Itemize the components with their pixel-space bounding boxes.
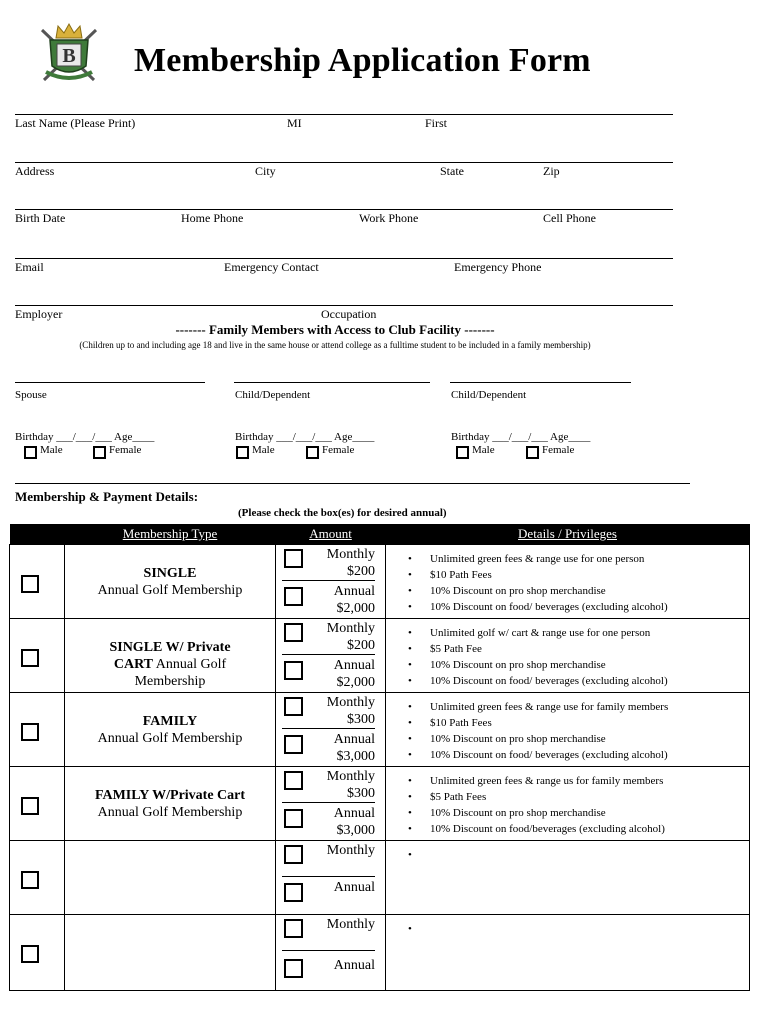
work-phone-label: Work Phone: [359, 211, 419, 225]
amount-cell: [276, 544, 386, 618]
membership-type-cell[interactable]: [65, 914, 276, 990]
form-title: Membership Application Form: [134, 42, 591, 79]
row-select-cell: [10, 544, 65, 618]
child2-birthday: Birthday ___/___/___ Age____: [451, 431, 591, 443]
privileges-list: [408, 699, 668, 763]
annual-label: Annual: [333, 805, 375, 821]
membership-type-desc: Annual Golf Membership: [97, 582, 243, 598]
annual-checkbox[interactable]: [284, 883, 303, 902]
select-custom-checkbox[interactable]: [21, 945, 39, 963]
address-line[interactable]: [15, 162, 673, 163]
mi-label: MI: [287, 116, 302, 130]
privileges-list: [408, 625, 668, 689]
annual-amount: $2,000: [336, 600, 375, 616]
name-line[interactable]: [15, 114, 673, 115]
employer-label: Employer: [15, 307, 63, 321]
annual-amount: $3,000: [336, 748, 375, 764]
child2-male-label: Male: [472, 444, 495, 456]
monthly-label: Monthly: [326, 694, 375, 710]
section-divider: [15, 483, 690, 484]
row-select-cell: [10, 618, 65, 692]
row-select-cell: [10, 692, 65, 766]
child2-female-label: Female: [542, 444, 575, 456]
membership-type-cell[interactable]: [65, 840, 276, 914]
annual-checkbox[interactable]: [284, 959, 303, 978]
membership-row-blank: [10, 840, 750, 914]
child2-male-checkbox[interactable]: [456, 446, 469, 459]
header-membership-type: Membership Type: [65, 524, 276, 544]
child1-male-checkbox[interactable]: [236, 446, 249, 459]
privilege-item: • Unlimited green fees & range use for one person: [408, 551, 668, 567]
membership-type-name: SINGLE: [143, 565, 197, 581]
annual-checkbox[interactable]: [284, 587, 303, 606]
privilege-item: • $10 Path Fees: [408, 715, 668, 731]
amount-separator: [282, 802, 375, 803]
membership-table-header: [10, 524, 750, 544]
zip-label: Zip: [543, 164, 560, 178]
amount-separator: [282, 950, 375, 951]
select-family-checkbox[interactable]: [21, 723, 39, 741]
membership-row-family-cart: [10, 766, 750, 840]
row-select-cell: [10, 840, 65, 914]
amount-separator: [282, 728, 375, 729]
monthly-amount: $300: [347, 711, 375, 727]
privilege-item: • $10 Path Fees: [408, 567, 668, 583]
spouse-female-checkbox[interactable]: [93, 446, 106, 459]
annual-label: Annual: [333, 583, 375, 599]
child2-line[interactable]: [450, 382, 631, 383]
membership-type-name: SINGLE W/ Private CART: [109, 639, 231, 672]
privilege-item: • 10% Discount on pro shop merchandise: [408, 805, 665, 821]
child1-male-label: Male: [252, 444, 275, 456]
privileges-list: [408, 773, 665, 837]
membership-type-name: FAMILY: [142, 713, 198, 729]
annual-checkbox[interactable]: [284, 661, 303, 680]
amount-cell: [276, 914, 386, 990]
monthly-label: Monthly: [326, 620, 375, 636]
child2-female-checkbox[interactable]: [526, 446, 539, 459]
membership-type-name: FAMILY W/Private Cart: [94, 787, 246, 803]
privilege-item: • 10% Discount on pro shop merchandise: [408, 583, 668, 599]
privileges-list: [408, 551, 668, 615]
state-label: State: [440, 164, 464, 178]
privilege-item: • 10% Discount on food/ beverages (excluding alcohol): [408, 673, 668, 689]
phone-line[interactable]: [15, 209, 673, 210]
privilege-item: • 10% Discount on pro shop merchandise: [408, 731, 668, 747]
annual-label: Annual: [333, 731, 375, 747]
emergency-contact-label: Emergency Contact: [224, 260, 319, 274]
details-cell: [386, 766, 750, 840]
membership-type-cell: [65, 692, 276, 766]
payment-section-title: Membership & Payment Details:: [15, 489, 199, 504]
monthly-checkbox[interactable]: [284, 697, 303, 716]
emergency-phone-label: Emergency Phone: [454, 260, 542, 274]
annual-label: Annual: [333, 657, 375, 673]
membership-row-single-cart: [10, 618, 750, 692]
birth-date-label: Birth Date: [15, 211, 66, 225]
annual-amount: $3,000: [336, 822, 375, 838]
child1-line[interactable]: [234, 382, 430, 383]
select-single-cart-checkbox[interactable]: [21, 649, 39, 667]
amount-cell: [276, 840, 386, 914]
child1-label: Child/Dependent: [235, 389, 311, 401]
privilege-item: • Unlimited golf w/ cart & range use for one person: [408, 625, 668, 641]
details-cell: [386, 544, 750, 618]
child1-female-checkbox[interactable]: [306, 446, 319, 459]
monthly-amount: $200: [347, 563, 375, 579]
child1-birthday: Birthday ___/___/___ Age____: [235, 431, 375, 443]
monthly-label: Monthly: [326, 768, 375, 784]
monthly-checkbox[interactable]: [284, 771, 303, 790]
header-spacer: [10, 524, 65, 544]
spouse-label: Spouse: [15, 389, 47, 401]
row-select-cell: [10, 766, 65, 840]
monthly-amount: $300: [347, 785, 375, 801]
cell-phone-label: Cell Phone: [543, 211, 596, 225]
monthly-label: Monthly: [326, 842, 375, 858]
amount-cell: [276, 618, 386, 692]
membership-type-cell: [65, 766, 276, 840]
privilege-item: • 10% Discount on food/beverages (excluding alcohol): [408, 821, 665, 837]
membership-type-cell: [65, 618, 276, 692]
email-line[interactable]: [15, 258, 673, 259]
membership-table: [9, 524, 750, 991]
payment-section-note: (Please check the box(es) for desired annual): [238, 507, 447, 519]
monthly-amount: $200: [347, 637, 375, 653]
amount-separator: [282, 580, 375, 581]
child2-label: Child/Dependent: [451, 389, 527, 401]
membership-row-blank: [10, 914, 750, 990]
spouse-line[interactable]: [15, 382, 205, 383]
monthly-checkbox[interactable]: [284, 845, 303, 864]
privilege-item: • 10% Discount on food/ beverages (excluding alcohol): [408, 599, 668, 615]
address-label: Address: [15, 164, 55, 178]
family-section-note: (Children up to and including age 18 and live in the same house or attend college as a fulltime student to be included in a family membership): [79, 340, 591, 350]
home-phone-label: Home Phone: [181, 211, 244, 225]
email-label: Email: [15, 260, 44, 274]
amount-separator: [282, 876, 375, 877]
spouse-birthday: Birthday ___/___/___ Age____: [15, 431, 155, 443]
membership-type-desc: Annual Golf Membership: [97, 804, 243, 820]
header-amount: Amount: [276, 524, 386, 544]
header-details: Details / Privileges: [386, 524, 750, 544]
details-cell[interactable]: [386, 914, 750, 990]
amount-separator: [282, 654, 375, 655]
monthly-label: Monthly: [326, 546, 375, 562]
annual-amount: $2,000: [336, 674, 375, 690]
membership-type-desc: Annual Golf Membership: [97, 730, 243, 746]
spouse-female-label: Female: [109, 444, 142, 456]
privilege-item: • 10% Discount on pro shop merchandise: [408, 657, 668, 673]
details-cell: [386, 692, 750, 766]
svg-text:B: B: [62, 45, 76, 67]
spouse-male-label: Male: [40, 444, 63, 456]
amount-cell: [276, 692, 386, 766]
family-section-title: ------- Family Members with Access to Club Facility -------: [175, 322, 495, 337]
annual-label: Annual: [333, 957, 375, 973]
amount-cell: [276, 766, 386, 840]
membership-type-desc: Annual Golf Membership: [134, 656, 227, 689]
monthly-checkbox[interactable]: [284, 549, 303, 568]
privilege-item: • 10% Discount on food/ beverages (excluding alcohol): [408, 747, 668, 763]
details-cell: [386, 618, 750, 692]
child1-female-label: Female: [322, 444, 355, 456]
row-select-cell: [10, 914, 65, 990]
privilege-item: • Unlimited green fees & range use for family members: [408, 699, 668, 715]
employer-line[interactable]: [15, 305, 673, 306]
select-custom-checkbox[interactable]: [21, 871, 39, 889]
privilege-item: • $5 Path Fee: [408, 641, 668, 657]
membership-row-family: [10, 692, 750, 766]
city-label: City: [255, 164, 276, 178]
monthly-checkbox[interactable]: [284, 623, 303, 642]
monthly-checkbox[interactable]: [284, 919, 303, 938]
membership-row-single: [10, 544, 750, 618]
last-name-label: Last Name (Please Print): [15, 116, 136, 130]
annual-label: Annual: [333, 879, 375, 895]
annual-checkbox[interactable]: [284, 735, 303, 754]
club-logo: [36, 22, 102, 84]
details-cell[interactable]: [386, 840, 750, 914]
privilege-item: • $5 Path Fees: [408, 789, 665, 805]
monthly-label: Monthly: [326, 916, 375, 932]
membership-type-cell: [65, 544, 276, 618]
occupation-label: Occupation: [321, 307, 377, 321]
annual-checkbox[interactable]: [284, 809, 303, 828]
first-name-label: First: [425, 116, 448, 130]
spouse-male-checkbox[interactable]: [24, 446, 37, 459]
privilege-item: • Unlimited green fees & range us for family members: [408, 773, 665, 789]
select-family-cart-checkbox[interactable]: [21, 797, 39, 815]
select-single-checkbox[interactable]: [21, 575, 39, 593]
